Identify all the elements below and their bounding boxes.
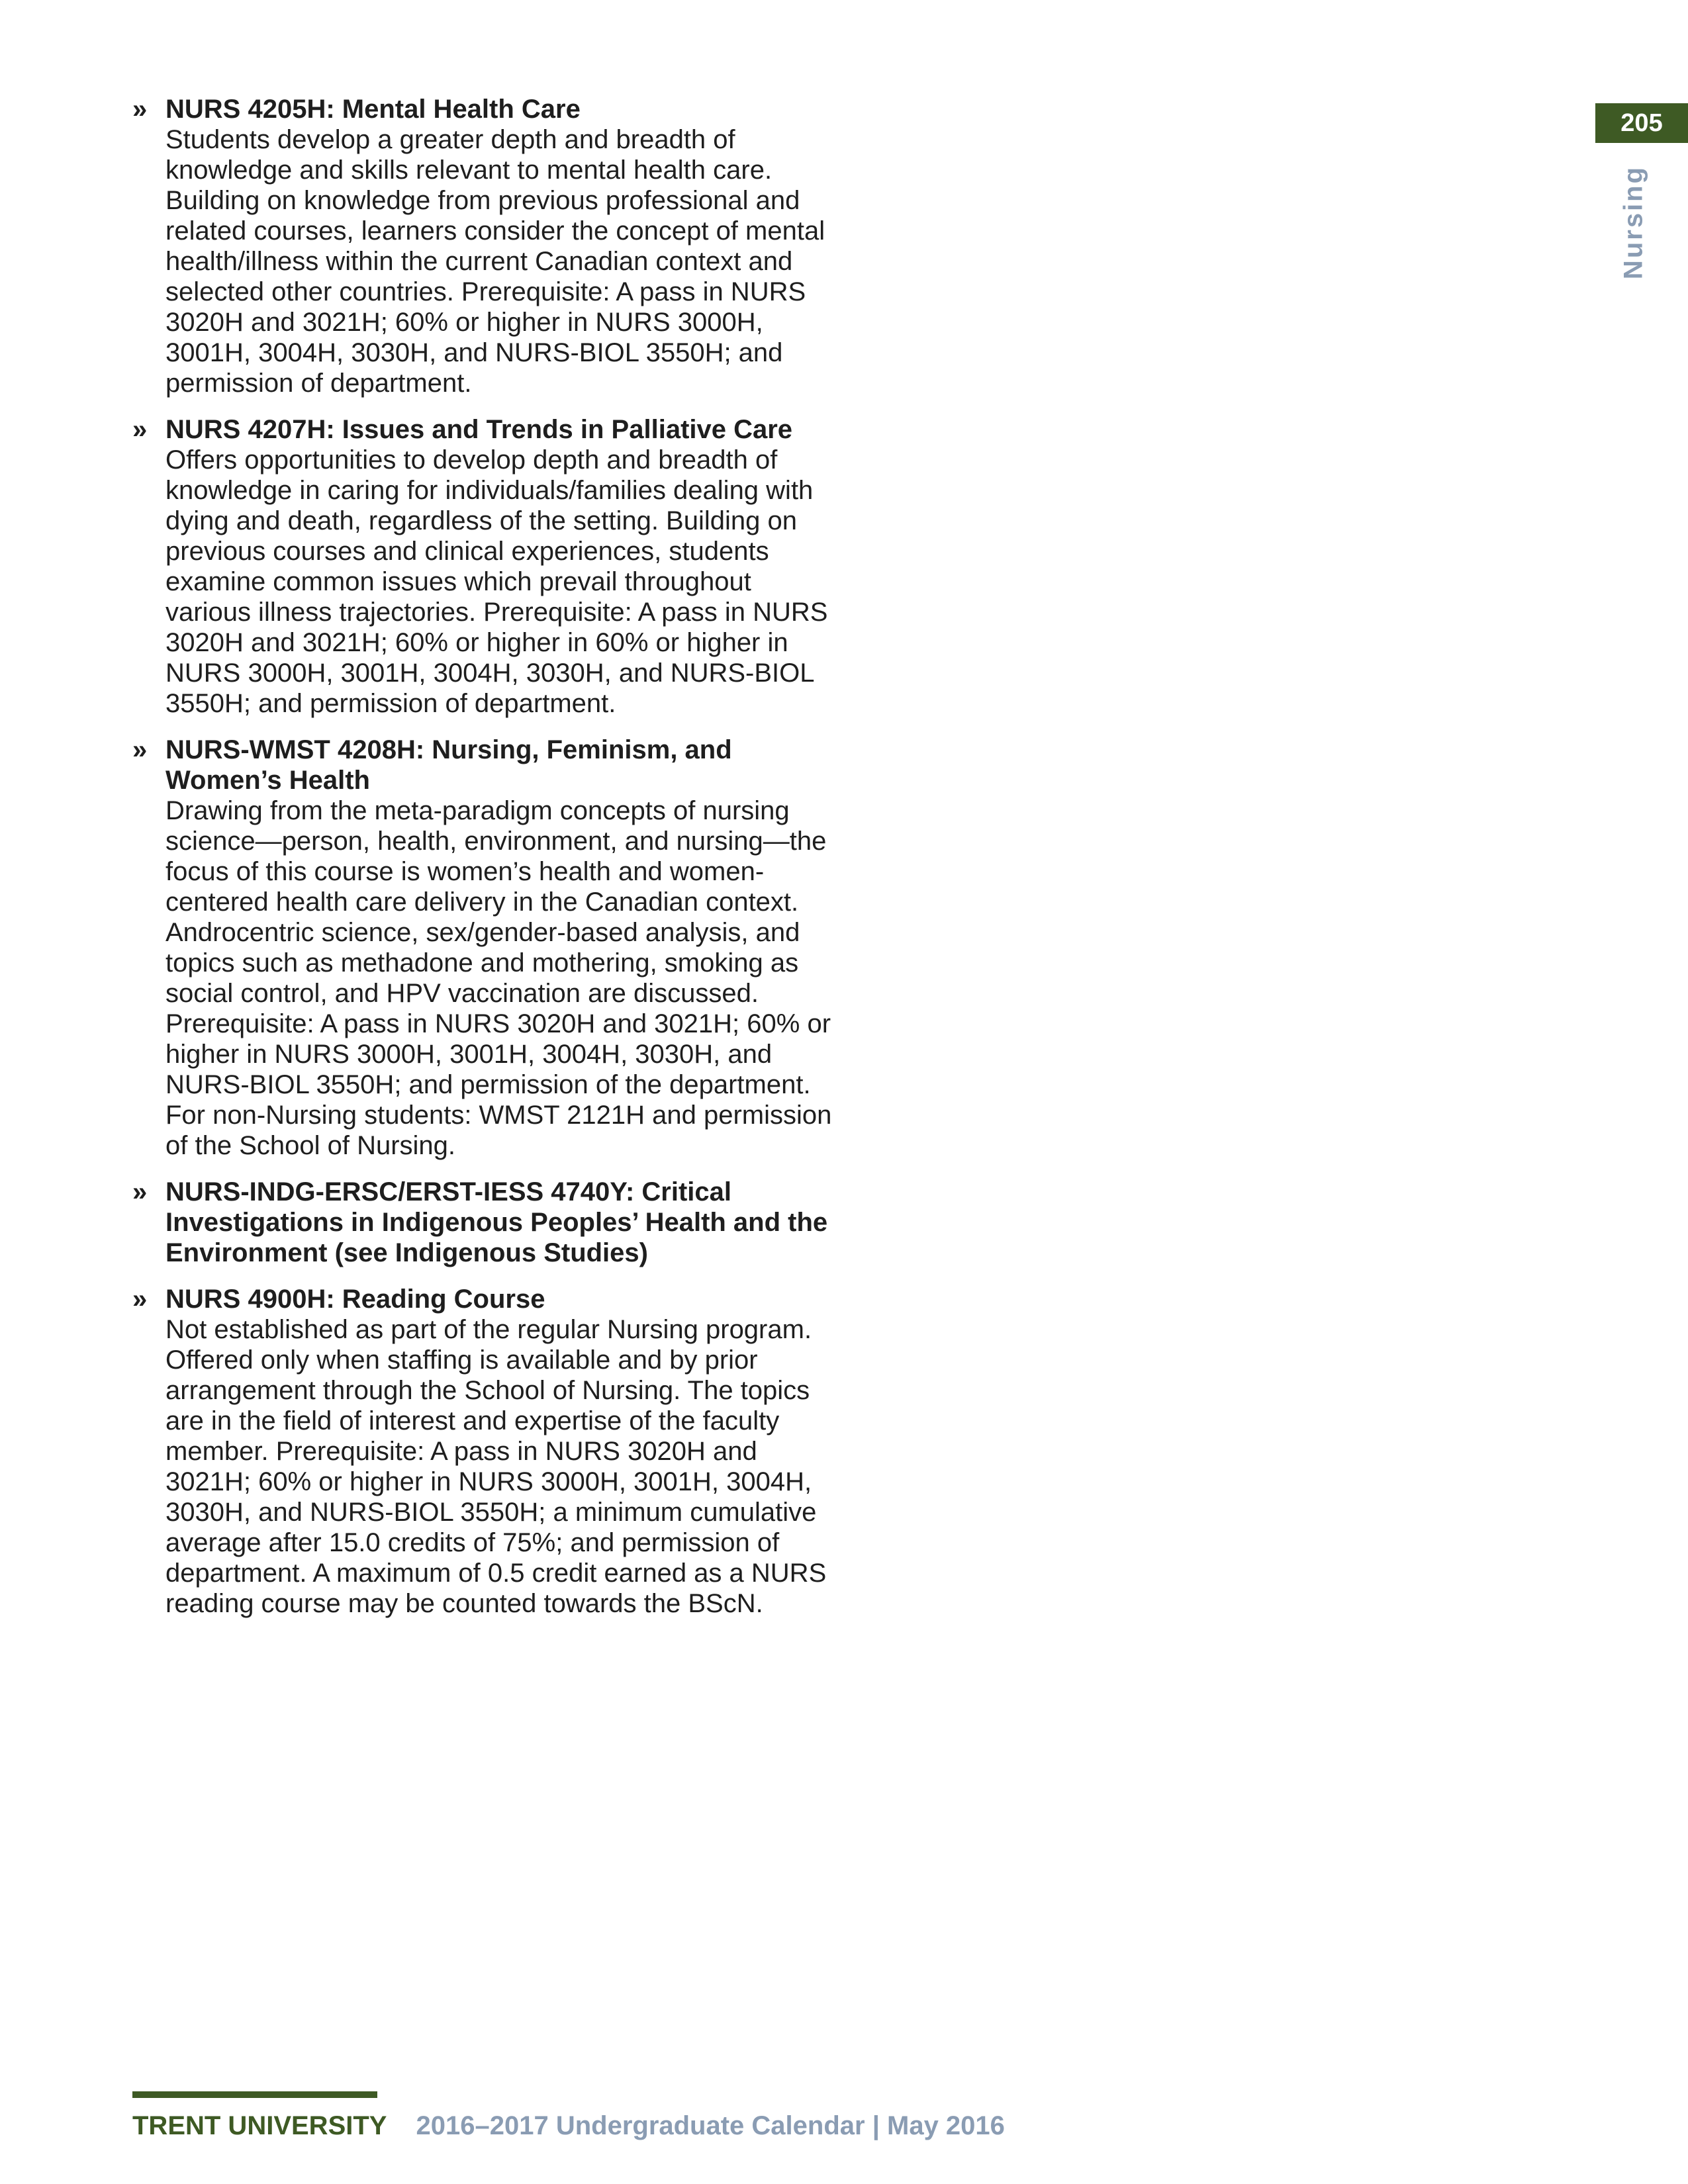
bullet-icon: » <box>132 1177 148 1206</box>
section-tab: Nursing <box>1618 165 1648 280</box>
course-description: Offers opportunities to develop depth and breadth of knowledge in caring for individuals/families dealing with dying and death, regardless of the setting. Building on previous courses and clinical experiences, students examine common issues which prevail throughout various illness trajectories. Prerequisite: A pass in NURS 3020H and 3021H; 60% or higher in 60% or higher in NURS 3000H, 3001H, 3004H, 3030H, and NURS-BIOL 3550H; and permission of department. <box>165 445 828 718</box>
course-entry <box>132 94 834 398</box>
course-title: NURS-WMST 4208H: Nursing, Feminism, and Women’s Health <box>165 735 732 795</box>
course-list <box>132 94 834 1635</box>
bullet-icon: » <box>132 95 148 124</box>
bullet-icon: » <box>132 415 148 444</box>
course-title: NURS 4205H: Mental Health Care <box>165 95 581 124</box>
course-entry <box>132 735 834 1161</box>
page-number: 205 <box>1595 103 1688 143</box>
footer-rule <box>132 2091 377 2098</box>
course-title: NURS 4207H: Issues and Trends in Palliative Care <box>165 415 793 444</box>
footer <box>132 2111 1005 2141</box>
course-description: Not established as part of the regular Nursing program. Offered only when staffing is available and by prior arrangement through the School of Nursing. The topics are in the field of interest and expertise of the faculty member. Prerequisite: A pass in NURS 3020H and 3021H; 60% or higher in NURS 3000H, 3001H, 3004H, 3030H, and NURS-BIOL 3550H; a minimum cumulative average after 15.0 credits of 75%; and permission of department. A maximum of 0.5 credit earned as a NURS reading course may be counted towards the BScN. <box>165 1315 827 1618</box>
course-title: NURS 4900H: Reading Course <box>165 1285 545 1314</box>
course-entry <box>132 414 834 719</box>
course-entry <box>132 1284 834 1619</box>
bullet-icon: » <box>132 1285 148 1314</box>
footer-calendar: 2016–2017 Undergraduate Calendar | May 2016 <box>416 2111 1005 2140</box>
course-description: Students develop a greater depth and breadth of knowledge and skills relevant to mental health care. Building on knowledge from previous professional and related courses, learners consider the concept of mental health/illness within the current Canadian context and selected other countries. Prerequisite: A pass in NURS 3020H and 3021H; 60% or higher in NURS 3000H, 3001H, 3004H, 3030H, and NURS-BIOL 3550H; and permission of department. <box>165 125 825 398</box>
footer-university: TRENT UNIVERSITY <box>132 2111 387 2140</box>
bullet-icon: » <box>132 735 148 764</box>
course-title: NURS-INDG-ERSC/ERST-IESS 4740Y: Critical Investigations in Indigenous Peoples’ Health and the Environment (see Indigenous Studies) <box>165 1177 828 1267</box>
course-description: Drawing from the meta-paradigm concepts of nursing science—person, health, environment, and nursing—the focus of this course is women’s health and women-centered health care delivery in the Canadian context. Androcentric science, sex/gender-based analysis, and topics such as methadone and mothering, smoking as social control, and HPV vaccination are discussed. Prerequisite: A pass in NURS 3020H and 3021H; 60% or higher in NURS 3000H, 3001H, 3004H, 3030H, and NURS-BIOL 3550H; and permission of the department. For non-Nursing students: WMST 2121H and permission of the School of Nursing. <box>165 796 832 1160</box>
course-entry <box>132 1177 834 1268</box>
